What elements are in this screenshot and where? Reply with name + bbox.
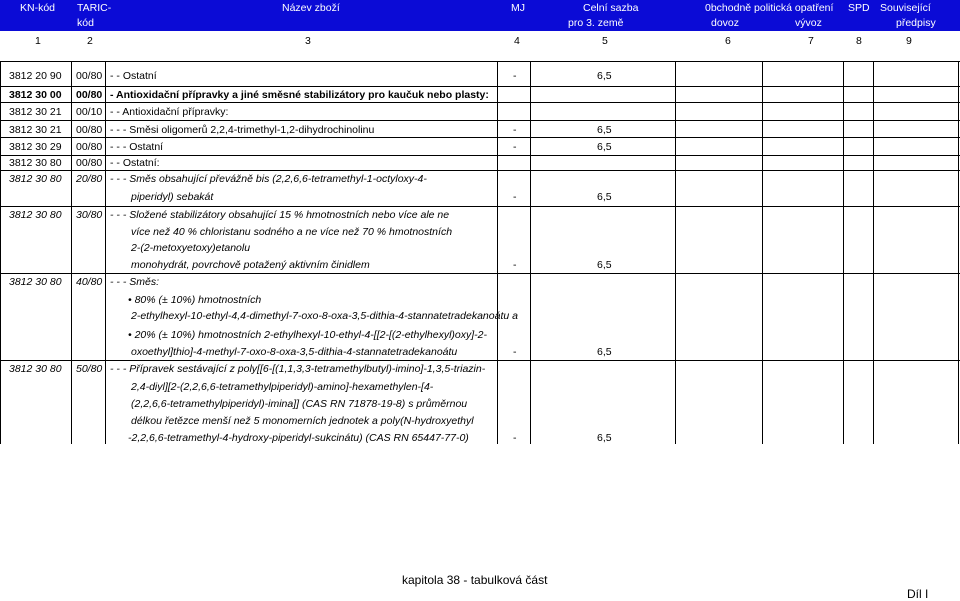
unit: - <box>513 124 517 136</box>
kn-code: 3812 30 80 <box>9 157 62 169</box>
taric-code: 00/10 <box>76 106 103 118</box>
kn-code: 3812 30 80 <box>9 173 62 185</box>
duty-rate: 6,5 <box>597 191 612 203</box>
goods-description: monohydrát, povrchově potažený aktivním činidlem <box>131 259 370 271</box>
goods-description: - Antioxidační přípravky a jiné směsné stabilizátory pro kaučuk nebo plasty: <box>110 89 489 101</box>
goods-description: 2,4-diyl][2-(2,2,6,6-tetramethylpiperidyl)-amino]-hexamethylen-[4- <box>131 381 434 393</box>
row-divider <box>0 170 960 171</box>
taric-code: 00/80 <box>76 141 103 153</box>
goods-description: piperidyl) sebakát <box>131 191 214 203</box>
unit: - <box>513 141 517 153</box>
row-divider <box>0 102 960 103</box>
taric-code: 00/80 <box>76 124 103 136</box>
column-number: 1 <box>35 35 41 47</box>
column-number: 4 <box>514 35 520 47</box>
row-divider <box>0 206 960 207</box>
goods-description: oxoethyl]thio]-4-methyl-7-oxo-8-oxa-3,5-dithia-4-stannatetradekanoátu <box>131 346 458 358</box>
taric-code: 20/80 <box>76 173 103 185</box>
goods-description: - - - Přípravek sestávající z poly[[6-[(1,1,3,3-tetramethylbutyl)-imino]-1,3,5-triazin- <box>110 363 486 375</box>
header-third-countries: pro 3. země <box>568 17 624 29</box>
column-number: 8 <box>856 35 862 47</box>
row-divider <box>0 120 960 121</box>
unit: - <box>513 191 517 203</box>
row-divider <box>0 137 960 138</box>
header-spd: SPD <box>848 2 870 14</box>
bullet-icon: • <box>128 329 135 341</box>
table-header <box>0 0 960 31</box>
goods-description: - - Ostatní: <box>110 157 160 169</box>
bullet-item <box>128 293 261 307</box>
goods-description: - - - Směs obsahující převážně bis (2,2,6,6-tetramethyl-1-octyloxy-4- <box>110 173 427 185</box>
header-goods-name: Název zboží <box>282 2 340 14</box>
column-number: 2 <box>87 35 93 47</box>
header-related: Související <box>880 2 931 14</box>
taric-code: 00/80 <box>76 157 103 169</box>
kn-code: 3812 30 21 <box>9 124 62 136</box>
duty-rate: 6,5 <box>597 141 612 153</box>
column-number: 6 <box>725 35 731 47</box>
header-kn-code: KN-kód <box>20 2 56 14</box>
header-duty-rate: Celní sazba <box>583 2 639 14</box>
goods-description: 2-(2-metoxyetoxy)etanolu <box>131 242 251 254</box>
bullet-item <box>128 328 487 342</box>
kn-code: 3812 20 90 <box>9 70 62 82</box>
goods-description: - - - Směs: <box>110 276 159 288</box>
kn-code: 3812 30 80 <box>9 209 62 221</box>
kn-code: 3812 30 21 <box>9 106 62 118</box>
kn-code: 3812 30 00 <box>9 89 62 101</box>
goods-description: více než 40 % chloristanu sodného a ne více než 70 % hmotnostních <box>131 226 453 238</box>
duty-rate: 6,5 <box>597 259 612 271</box>
duty-rate: 6,5 <box>597 346 612 358</box>
taric-code: 30/80 <box>76 209 103 221</box>
goods-description: délkou řetězce menší než 5 monomerních jednotek a poly(N-hydroxyethyl <box>131 415 474 427</box>
column-number-row <box>0 33 960 50</box>
row-divider <box>0 360 960 361</box>
duty-rate: 6,5 <box>597 432 612 444</box>
duty-rate: 6,5 <box>597 70 612 82</box>
column-number: 5 <box>602 35 608 47</box>
part-footer: Díl I <box>907 587 929 601</box>
row-divider <box>0 86 960 87</box>
goods-description: -2,2,6,6-tetramethyl-4-hydroxy-piperidyl-sukcinátu) (CAS RN 65447-77-0) <box>128 432 469 444</box>
duty-rate: 6,5 <box>597 124 612 136</box>
goods-description: - - Ostatní <box>110 70 157 82</box>
table-top-border <box>0 61 960 62</box>
column-number: 7 <box>808 35 814 47</box>
goods-description: - - Antioxidační přípravky: <box>110 106 229 118</box>
column-number: 9 <box>906 35 912 47</box>
taric-code: 00/80 <box>76 89 103 101</box>
goods-description: 80% (± 10%) hmotnostních <box>134 294 262 306</box>
header-unit: MJ <box>511 2 525 14</box>
column-number: 3 <box>305 35 311 47</box>
row-divider <box>0 273 960 274</box>
taric-code: 50/80 <box>76 363 103 375</box>
unit: - <box>513 346 517 358</box>
unit: - <box>513 70 517 82</box>
taric-code: 40/80 <box>76 276 103 288</box>
bullet-icon: • <box>128 294 135 306</box>
unit: - <box>513 432 517 444</box>
header-kod: kód <box>77 17 94 29</box>
header-trade-measures: 0bchodně politická opatření <box>705 2 834 14</box>
goods-description: (2,2,6,6-tetramethylpiperidyl)-imina]] (CAS RN 71878-19-8) s průměrnou <box>131 398 468 410</box>
goods-description: - - - Ostatní <box>110 141 164 153</box>
kn-code: 3812 30 80 <box>9 363 62 375</box>
header-taric: TARIC- <box>77 2 112 14</box>
unit: - <box>513 259 517 271</box>
kn-code: 3812 30 29 <box>9 141 62 153</box>
goods-description: 20% (± 10%) hmotnostních 2-ethylhexyl-10-ethyl-4-[[2-[(2-ethylhexyl)oxy]-2- <box>134 329 487 341</box>
taric-code: 00/80 <box>76 70 103 82</box>
chapter-footer: kapitola 38 - tabulková část <box>402 573 548 587</box>
kn-code: 3812 30 80 <box>9 276 62 288</box>
header-export: vývoz <box>795 17 822 29</box>
goods-description: - - - Složené stabilizátory obsahující 15 % hmotnostních nebo více ale ne <box>110 209 450 221</box>
header-regulations: předpisy <box>896 17 936 29</box>
goods-description: 2-ethylhexyl-10-ethyl-4,4-dimethyl-7-oxo-8-oxa-3,5-dithia-4-stannatetradekanoátu a <box>131 310 518 322</box>
goods-description: - - - Směsi oligomerů 2,2,4-trimethyl-1,2-dihydrochinolinu <box>110 124 375 136</box>
header-import: dovoz <box>711 17 740 29</box>
